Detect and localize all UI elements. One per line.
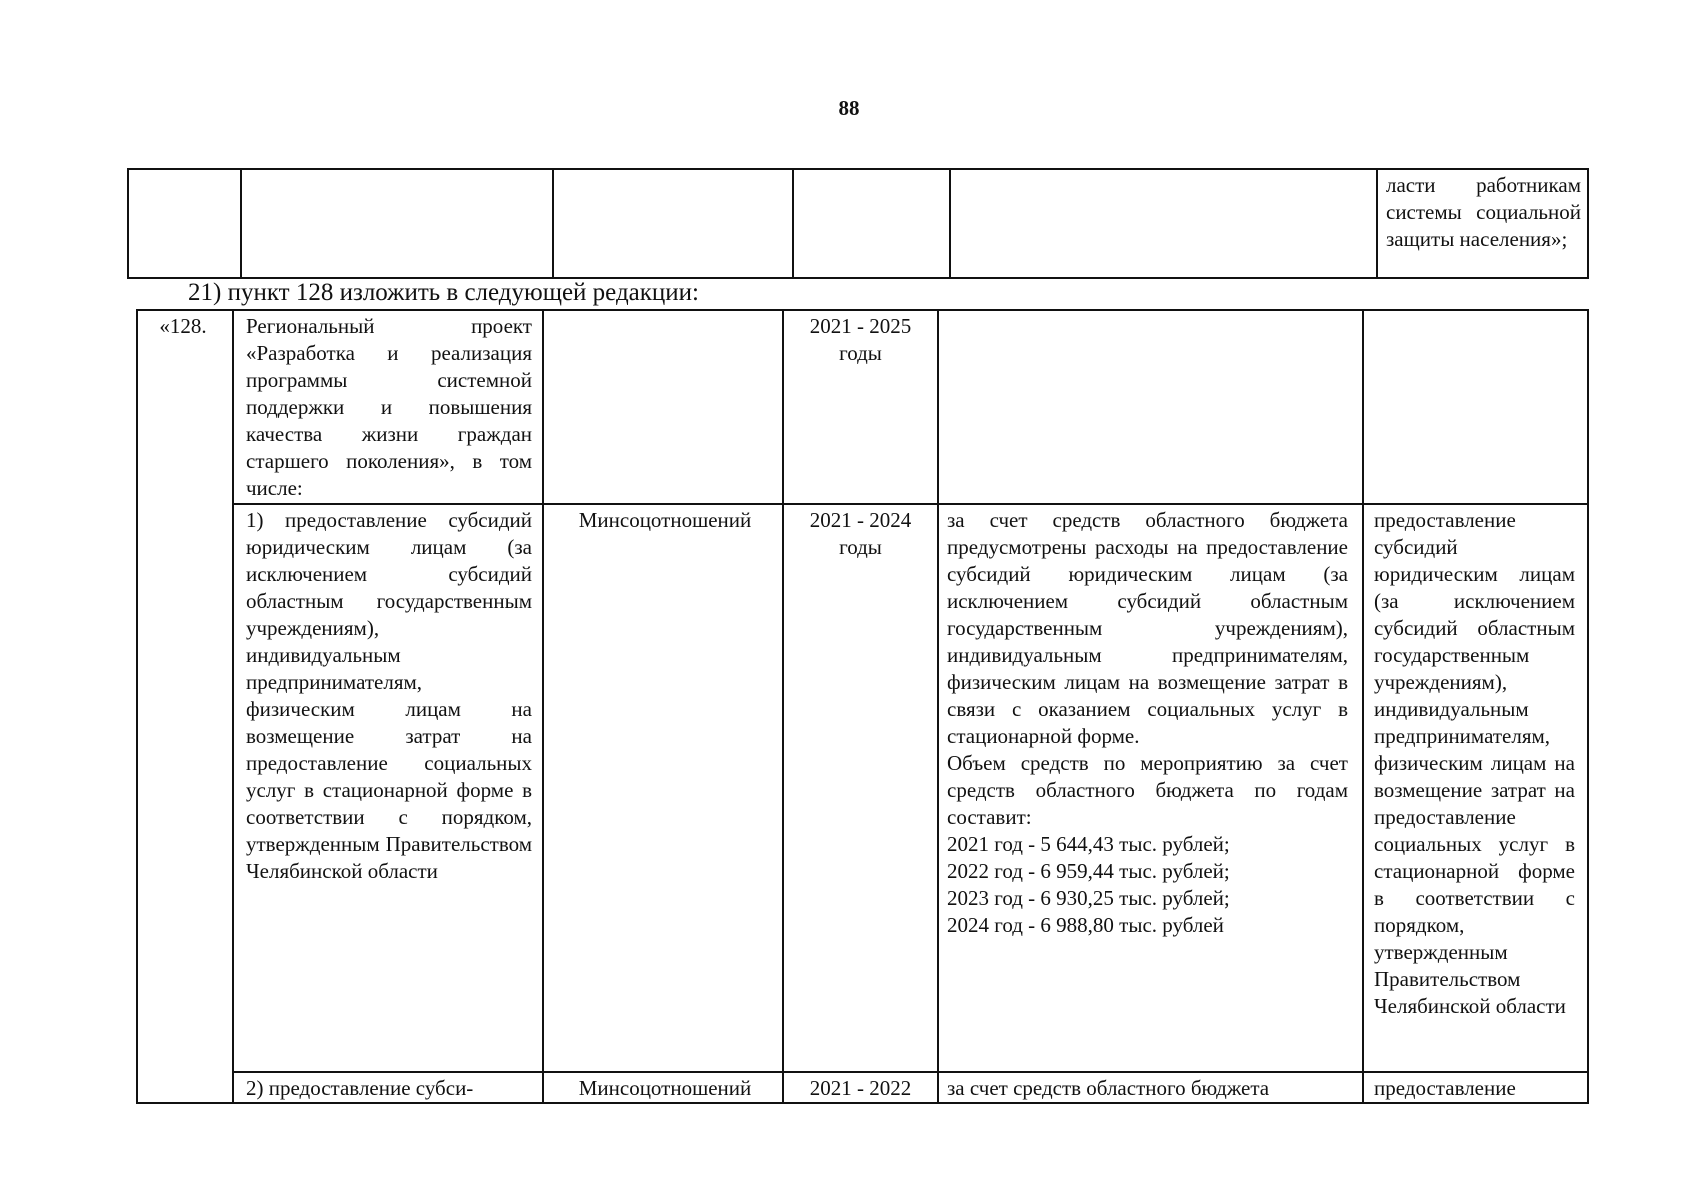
period-cell: 2021 - 2022	[783, 1072, 938, 1103]
period-cell: 2021 - 2024 годы	[783, 504, 938, 1072]
table-cell	[793, 169, 950, 278]
table-row	[137, 310, 1588, 504]
funding-volume: Объем средств по мероприятию за счет средств областного бюджета по годам составит:	[947, 751, 1348, 829]
funding-cell: за счет средств областного бюджета	[938, 1072, 1363, 1103]
continued-table	[127, 168, 1589, 279]
funding-year-2023: 2023 год - 6 930,25 тыс. рублей;	[947, 886, 1230, 910]
executor-cell: Минсоцотношений	[543, 1072, 783, 1103]
table-cell	[950, 169, 1377, 278]
measure-name-cell: 2) предоставление субси-	[233, 1072, 543, 1103]
funding-cell	[938, 504, 1363, 1072]
result-cell: предоставление субсидий юридическим лицам (за исключением субсидий областным государственным учреждениям), индивидуальным предпринимателям, физическим лицам на возмещение затрат на предоставление социальных услуг в стационарной форме в соответствии с порядком, утвержденным Правительством Челябинской области	[1363, 504, 1588, 1072]
continued-result-cell: ласти работникам системы социальной защиты населения»;	[1377, 169, 1588, 278]
item-number: «128.	[137, 310, 233, 1103]
funding-year-2021: 2021 год - 5 644,43 тыс. рублей;	[947, 832, 1230, 856]
funding-year-2022: 2022 год - 6 959,44 тыс. рублей;	[947, 859, 1230, 883]
executor-cell	[543, 310, 783, 504]
table-row	[137, 1072, 1588, 1103]
result-cell	[1363, 310, 1588, 504]
result-cell: предоставление	[1363, 1072, 1588, 1103]
amendment-instruction: 21) пункт 128 изложить в следующей редакции:	[188, 279, 699, 306]
table-cell	[241, 169, 553, 278]
project-name-cell: Региональный проект «Разработка и реализация программы системной поддержки и повышения качества жизни граждан старшего поколения», в том числе:	[233, 310, 543, 504]
item-128-table	[136, 309, 1589, 1104]
measure-name-cell: 1) предоставление субсидий юридическим лицам (за исключением субсидий областным государственным учреждениям), индивидуальным предпринимателям, физическим лицам на возмещение затрат на предоставление социальных услуг в стационарной форме в соответствии с порядком, утвержденным Правительством Челябинской области	[233, 504, 543, 1072]
table-row	[128, 169, 1588, 278]
period-cell: 2021 - 2025 годы	[783, 310, 938, 504]
funding-year-2024: 2024 год - 6 988,80 тыс. рублей	[947, 913, 1224, 937]
table-cell	[553, 169, 793, 278]
funding-description: за счет средств областного бюджета предусмотрены расходы на предоставление субсидий юридическим лицам (за исключением субсидий областным государственным учреждениям), индивидуальным предпринимателям, физическим лицам на возмещение затрат в связи с оказанием социальных услуг в стационарной форме.	[947, 508, 1348, 748]
funding-cell	[938, 310, 1363, 504]
page-number: 88	[838, 96, 860, 120]
table-row	[137, 504, 1588, 1072]
executor-cell: Минсоцотношений	[543, 504, 783, 1072]
table-cell	[128, 169, 241, 278]
